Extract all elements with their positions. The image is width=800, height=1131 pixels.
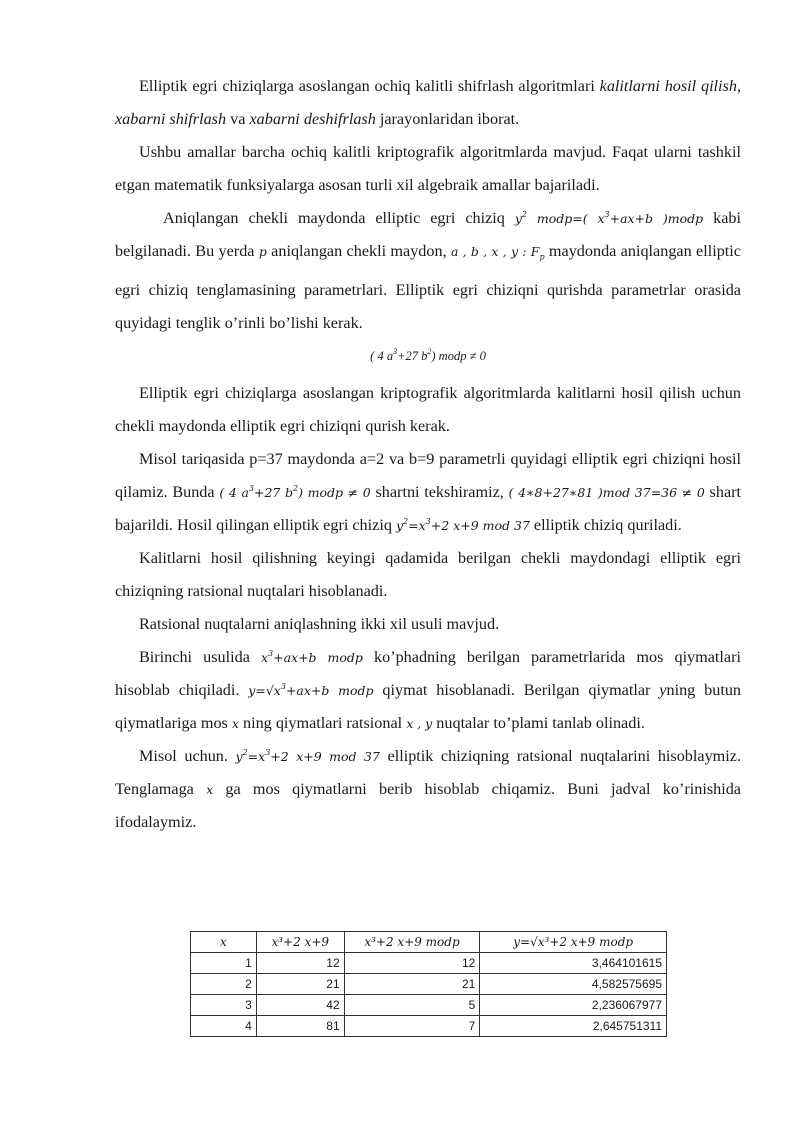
text: shartni tekshiramiz,	[370, 482, 509, 501]
paragraph-curve-definition	[115, 202, 741, 340]
table-header-row	[191, 932, 667, 953]
text: jarayonlaridan iborat.	[375, 110, 520, 128]
text: elliptik chiziqning ratsional nuqtalarini hisoblaymiz. Tenglamaga	[115, 746, 741, 798]
text: maydonda aniqlangan elliptic egri chiziq tenglamasining parametrlari. Elliptik egri chiziqni qurishda parametrlar orasida quyidagi tenglik o’rinli bo’lishi kerak.	[115, 242, 741, 332]
text: nuqtalar to’plami tanlab olinadi.	[432, 713, 645, 732]
text: ga mos qiymatlarni berib hisoblab chiqamiz. Buni jadval ko’rinishida ifodalaymiz.	[115, 779, 741, 831]
text: kabi belgilanadi. Bu yerda	[115, 209, 741, 260]
formula-xy: x , y	[406, 715, 433, 731]
text: Aniqlangan chekli maydonda elliptic egri chiziq	[163, 209, 515, 227]
formula-curve-example: $y^2=x^3+2$ x+9 mod 37	[395, 516, 530, 533]
table-row	[191, 974, 667, 995]
formula-condition-inline: ( 4 $a^3+27$ $b^2$) modp ≠ 0	[219, 483, 371, 500]
table-cell: 1	[191, 953, 257, 974]
table-header: y=√x³+2 x+9 modp	[480, 932, 667, 953]
text: ko’phadning berilgan parametrlarida mos qiymatlari hisoblab chiqiladi.	[115, 647, 741, 699]
text: Elliptik egri chiziqlarga asoslangan ochiq kalitli shifrlash algoritmlari	[139, 77, 600, 95]
formula-curve-example-2: $y^2=x^3+2$ x+9 mod 37	[235, 747, 380, 764]
paragraph-operations: Ushbu amallar barcha ochiq kalitli kriptografik algoritmlarda mavjud. Faqat ularni tashkil etgan matematik funksiyalarga asosan turli xil algebraik amallar bajariladi.	[115, 143, 741, 194]
table-cell: 2,236067977	[480, 995, 667, 1016]
paragraph-two-methods: Ratsional nuqtalarni aniqlashning ikki xil usuli mavjud.	[139, 614, 500, 633]
table-cell: 12	[256, 953, 344, 974]
paragraph-example-table	[115, 740, 741, 839]
paragraph-intro	[115, 70, 741, 136]
table-cell: 7	[344, 1016, 480, 1037]
paragraph-first-method	[115, 641, 741, 740]
formula-check: ( 4∗8+27∗81 )mod 37=36 ≠ 0	[508, 484, 705, 500]
text: va	[226, 110, 250, 128]
table-cell: 5	[344, 995, 480, 1016]
table-cell: 21	[256, 974, 344, 995]
paragraph-key-generation: Elliptik egri chiziqlarga asoslangan kriptografik algoritmlarda kalitlarni hosil qilish uchun chekli maydonda elliptik egri chiziqni qurish kerak.	[115, 383, 741, 435]
table-header: x	[191, 932, 257, 953]
formula-x: x	[231, 715, 239, 731]
table-cell: 81	[256, 1016, 344, 1037]
text: Birinchi usulida	[139, 647, 261, 666]
formula-condition: ( 4 $a^3+27$ $b^2$) modp ≠ 0	[370, 346, 486, 363]
text-italic: xabarni deshifrlash	[249, 110, 376, 128]
formula-poly: $x^3+ax+b$ modp	[260, 648, 363, 665]
table-cell: 21	[344, 974, 480, 995]
formula-x: x	[206, 781, 214, 797]
table-cell: 3	[191, 995, 257, 1016]
table-cell: 4,582575695	[480, 974, 667, 995]
text-italic: xabarni shifrlash	[115, 110, 227, 128]
text: shart bajarildi. Hosil qilingan elliptik egri chiziq	[115, 482, 742, 534]
text: Misol tariqasida p=37 maydonda a=2 va b=9 parametrli quyidagi elliptik egri chiziqni hosil qilamiz. Bunda	[115, 449, 741, 501]
table-header: x³+2 x+9	[256, 932, 344, 953]
text: ning qiymatlari ratsional	[238, 713, 407, 732]
table-row	[191, 1016, 667, 1037]
table-row	[191, 995, 667, 1016]
table-cell: 2	[191, 974, 257, 995]
text: qiymat hisoblanadi. Berilgan qiymatlar	[373, 680, 660, 699]
text-italic: y	[659, 680, 667, 699]
formula-p: p	[258, 244, 267, 259]
table-cell: 3,464101615	[480, 953, 667, 974]
text-italic: kalitlarni hosil qilish	[599, 77, 737, 95]
values-table	[190, 931, 667, 1037]
formula-curve: $y^2$ modp=( $x^3+ax+b$ )modp	[514, 210, 704, 226]
table-cell: 2,645751311	[480, 1016, 667, 1037]
table-cell: 4	[191, 1016, 257, 1037]
paragraph-example	[115, 443, 741, 542]
table-cell: 42	[256, 995, 344, 1016]
text: ning butun qiymatlariga mos	[115, 680, 742, 732]
paragraph-next-step: Kalitlarni hosil qilishning keyingi qadamida berilgan chekli maydondagi elliptik egri chiziqning ratsional nuqtalari hisoblanadi.	[115, 548, 741, 600]
table-cell: 12	[344, 953, 480, 974]
text: elliptik chiziq quriladi.	[529, 515, 682, 534]
text: Misol uchun.	[139, 746, 236, 765]
text: ,	[736, 77, 741, 95]
formula-params: a , b , x , y : $F_p$	[450, 244, 545, 262]
text: aniqlangan chekli maydon,	[266, 242, 451, 260]
table-row	[191, 953, 667, 974]
table-header: x³+2 x+9 modp	[344, 932, 480, 953]
formula-ysqrt: $y=√x^3+ax+b$ modp	[248, 681, 374, 698]
document-body	[115, 70, 741, 839]
